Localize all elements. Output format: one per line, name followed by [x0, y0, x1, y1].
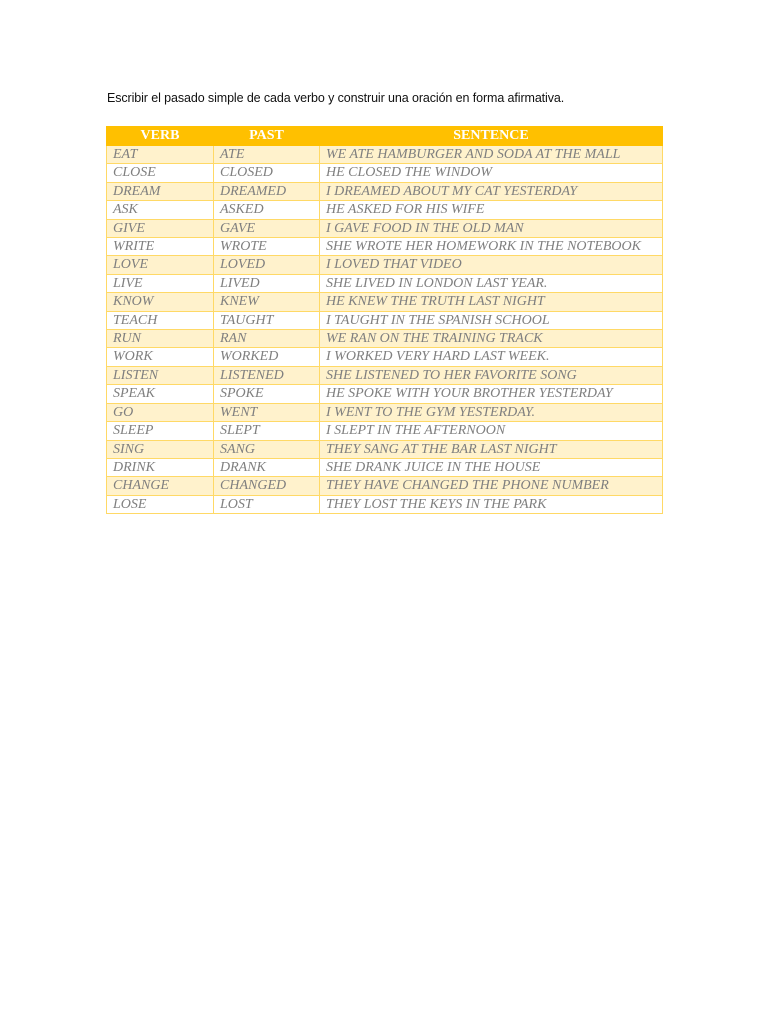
verb-cell: SPEAK — [107, 385, 214, 403]
sentence-cell: I LOVED THAT VIDEO — [320, 256, 663, 274]
table-row — [107, 201, 663, 219]
table-row — [107, 440, 663, 458]
table-row — [107, 256, 663, 274]
past-cell: GAVE — [214, 219, 320, 237]
sentence-cell: HE CLOSED THE WINDOW — [320, 164, 663, 182]
sentence-cell: I TAUGHT IN THE SPANISH SCHOOL — [320, 311, 663, 329]
verb-cell: SLEEP — [107, 422, 214, 440]
sentence-cell: HE ASKED FOR HIS WIFE — [320, 201, 663, 219]
table-row — [107, 385, 663, 403]
table-row — [107, 330, 663, 348]
table-row — [107, 422, 663, 440]
verb-cell: CLOSE — [107, 164, 214, 182]
sentence-cell: SHE LIVED IN LONDON LAST YEAR. — [320, 274, 663, 292]
past-cell: CHANGED — [214, 477, 320, 495]
past-cell: DREAMED — [214, 182, 320, 200]
past-cell: WORKED — [214, 348, 320, 366]
past-cell: RAN — [214, 330, 320, 348]
sentence-cell: SHE WROTE HER HOMEWORK IN THE NOTEBOOK — [320, 238, 663, 256]
sentence-cell: THEY LOST THE KEYS IN THE PARK — [320, 495, 663, 513]
table-row — [107, 274, 663, 292]
table-row — [107, 458, 663, 476]
verb-cell: SING — [107, 440, 214, 458]
verb-cell: LOVE — [107, 256, 214, 274]
table-row — [107, 477, 663, 495]
verb-cell: LIVE — [107, 274, 214, 292]
verb-cell: EAT — [107, 146, 214, 164]
verb-cell: WRITE — [107, 238, 214, 256]
header-sentence: SENTENCE — [320, 127, 663, 146]
sentence-cell: I SLEPT IN THE AFTERNOON — [320, 422, 663, 440]
past-cell: ASKED — [214, 201, 320, 219]
past-cell: DRANK — [214, 458, 320, 476]
sentence-cell: SHE LISTENED TO HER FAVORITE SONG — [320, 366, 663, 384]
sentence-cell: I WENT TO THE GYM YESTERDAY. — [320, 403, 663, 421]
header-verb: VERB — [107, 127, 214, 146]
table-row — [107, 403, 663, 421]
table-row — [107, 182, 663, 200]
table-row — [107, 164, 663, 182]
table-row — [107, 219, 663, 237]
past-cell: CLOSED — [214, 164, 320, 182]
verb-table — [106, 126, 663, 514]
past-cell: SPOKE — [214, 385, 320, 403]
past-cell: LOST — [214, 495, 320, 513]
sentence-cell: I DREAMED ABOUT MY CAT YESTERDAY — [320, 182, 663, 200]
table-row — [107, 146, 663, 164]
verb-cell: GIVE — [107, 219, 214, 237]
instruction-text: Escribir el pasado simple de cada verbo y construir una oración en forma afirmativa. — [107, 91, 565, 105]
past-cell: SANG — [214, 440, 320, 458]
verb-cell: LOSE — [107, 495, 214, 513]
table-row — [107, 238, 663, 256]
table-row — [107, 311, 663, 329]
past-cell: LIVED — [214, 274, 320, 292]
sentence-cell: SHE DRANK JUICE IN THE HOUSE — [320, 458, 663, 476]
table-row — [107, 495, 663, 513]
verb-cell: RUN — [107, 330, 214, 348]
verb-cell: ASK — [107, 201, 214, 219]
past-cell: LOVED — [214, 256, 320, 274]
past-cell: TAUGHT — [214, 311, 320, 329]
sentence-cell: I WORKED VERY HARD LAST WEEK. — [320, 348, 663, 366]
verb-cell: DRINK — [107, 458, 214, 476]
verb-cell: KNOW — [107, 293, 214, 311]
verb-cell: GO — [107, 403, 214, 421]
past-cell: KNEW — [214, 293, 320, 311]
verb-cell: DREAM — [107, 182, 214, 200]
sentence-cell: WE RAN ON THE TRAINING TRACK — [320, 330, 663, 348]
sentence-cell: THEY HAVE CHANGED THE PHONE NUMBER — [320, 477, 663, 495]
verb-cell: CHANGE — [107, 477, 214, 495]
table-row — [107, 366, 663, 384]
sentence-cell: WE ATE HAMBURGER AND SODA AT THE MALL — [320, 146, 663, 164]
past-cell: SLEPT — [214, 422, 320, 440]
table-row — [107, 293, 663, 311]
past-cell: LISTENED — [214, 366, 320, 384]
header-past: PAST — [214, 127, 320, 146]
sentence-cell: I GAVE FOOD IN THE OLD MAN — [320, 219, 663, 237]
sentence-cell: THEY SANG AT THE BAR LAST NIGHT — [320, 440, 663, 458]
past-cell: WENT — [214, 403, 320, 421]
table-row — [107, 348, 663, 366]
sentence-cell: HE KNEW THE TRUTH LAST NIGHT — [320, 293, 663, 311]
verb-cell: WORK — [107, 348, 214, 366]
table-header-row — [107, 127, 663, 146]
verb-cell: LISTEN — [107, 366, 214, 384]
table-body — [107, 146, 663, 514]
past-cell: ATE — [214, 146, 320, 164]
verb-cell: TEACH — [107, 311, 214, 329]
past-cell: WROTE — [214, 238, 320, 256]
sentence-cell: HE SPOKE WITH YOUR BROTHER YESTERDAY — [320, 385, 663, 403]
